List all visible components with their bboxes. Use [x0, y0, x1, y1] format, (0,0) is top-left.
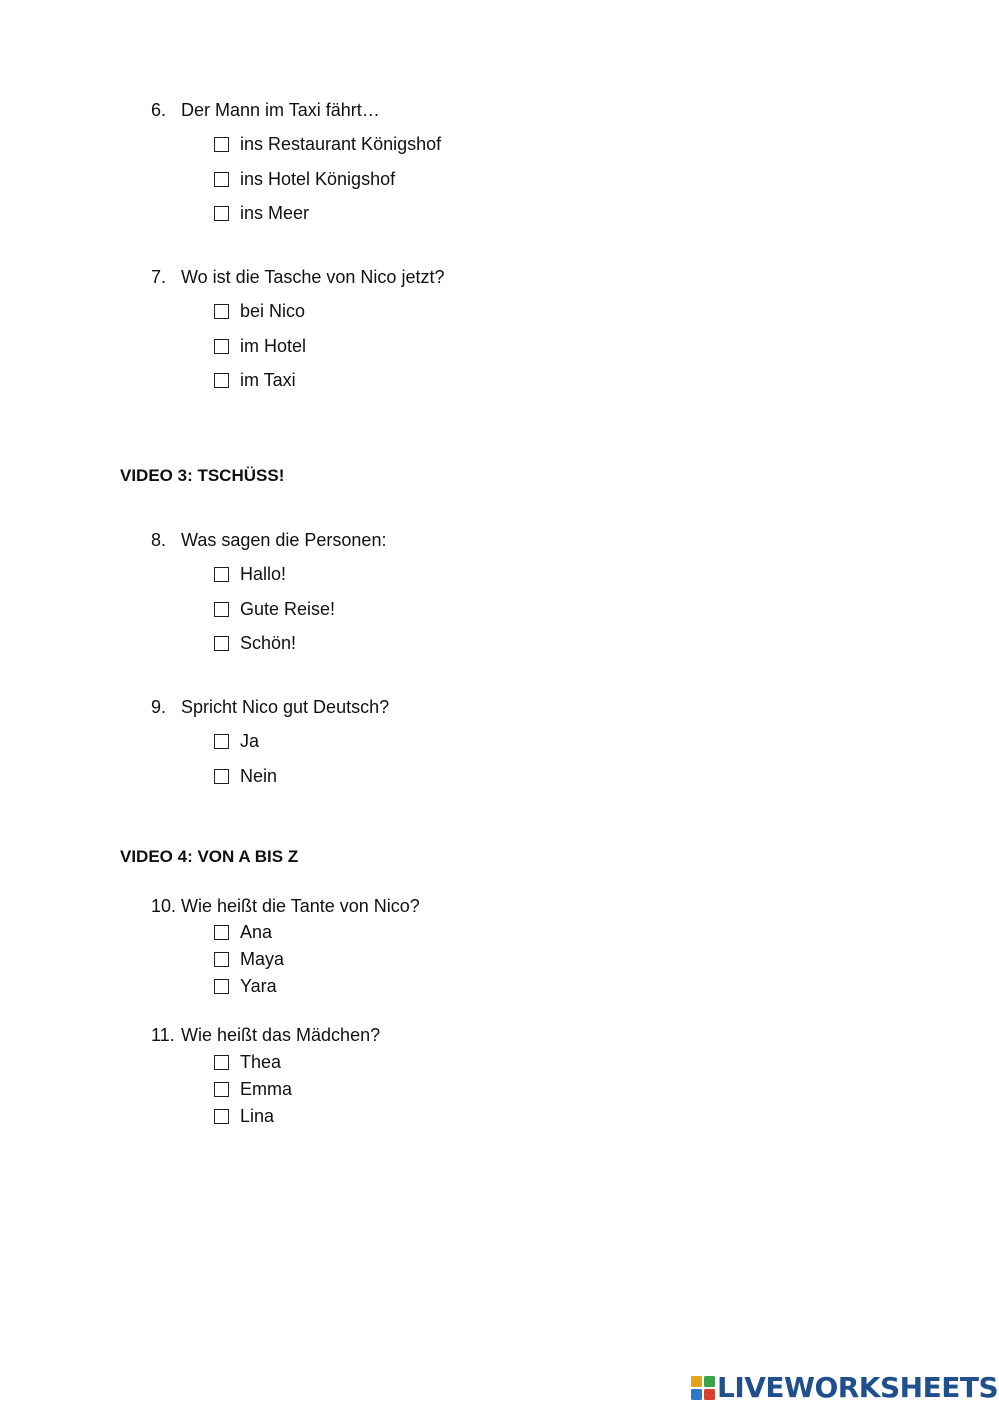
- question-9-text: Spricht Nico gut Deutsch?: [181, 697, 390, 717]
- option-label: Emma: [240, 1079, 293, 1099]
- option-label: Nein: [240, 766, 278, 786]
- question-8-text: Was sagen die Personen:: [181, 530, 387, 550]
- question-6-option-3[interactable]: [214, 202, 309, 224]
- logo-tile-1: [691, 1376, 702, 1387]
- option-label: Schön!: [240, 633, 297, 653]
- checkbox[interactable]: [214, 734, 229, 749]
- checkbox[interactable]: [214, 339, 229, 354]
- question-6-option-2[interactable]: [214, 168, 395, 190]
- question-11-option-1[interactable]: [214, 1051, 281, 1073]
- checkbox[interactable]: [214, 636, 229, 651]
- question-8-option-1[interactable]: [214, 563, 286, 585]
- question-8-number: 8.: [151, 530, 167, 550]
- question-6-option-1[interactable]: [214, 133, 441, 155]
- option-label: Yara: [240, 976, 277, 996]
- question-10-number: 10.: [151, 896, 177, 916]
- checkbox[interactable]: [214, 769, 229, 784]
- question-11-option-2[interactable]: [214, 1078, 292, 1100]
- question-10-option-2[interactable]: [214, 948, 284, 970]
- question-7-option-3[interactable]: [214, 369, 296, 391]
- logo-tile-3: [691, 1389, 702, 1400]
- option-label: Maya: [240, 949, 285, 969]
- question-10-option-1[interactable]: [214, 921, 272, 943]
- checkbox[interactable]: [214, 137, 229, 152]
- question-11-text: Wie heißt das Mädchen?: [181, 1025, 381, 1045]
- checkbox[interactable]: [214, 1082, 229, 1097]
- option-label: im Hotel: [240, 336, 307, 356]
- checkbox[interactable]: [214, 206, 229, 221]
- checkbox[interactable]: [214, 1055, 229, 1070]
- question-7-option-1[interactable]: [214, 300, 305, 322]
- option-label: Hallo!: [240, 564, 287, 584]
- brand-name: LIVEWORKSHEETS: [717, 1371, 999, 1404]
- logo-tile-2: [704, 1376, 715, 1387]
- option-label: Ja: [240, 731, 260, 751]
- option-label: ins Hotel Königshof: [240, 169, 396, 189]
- checkbox[interactable]: [214, 952, 229, 967]
- checkbox[interactable]: [214, 373, 229, 388]
- question-10-text: Wie heißt die Tante von Nico?: [181, 896, 420, 916]
- option-label: bei Nico: [240, 301, 306, 321]
- section-title-video-3: VIDEO 3: TSCHÜSS!: [120, 466, 285, 485]
- checkbox[interactable]: [214, 304, 229, 319]
- question-11-option-3[interactable]: [214, 1105, 274, 1127]
- liveworksheets-logo-icon: [691, 1376, 715, 1400]
- option-label: Gute Reise!: [240, 599, 336, 619]
- question-8-option-3[interactable]: [214, 632, 296, 654]
- question-9-option-2[interactable]: [214, 765, 277, 787]
- question-7-option-2[interactable]: [214, 335, 306, 357]
- question-6-text: Der Mann im Taxi fährt…: [181, 100, 380, 120]
- question-11-number: 11.: [151, 1025, 175, 1045]
- question-8-option-2[interactable]: [214, 598, 335, 620]
- checkbox[interactable]: [214, 1109, 229, 1124]
- question-6-number: 6.: [151, 100, 167, 120]
- option-label: im Taxi: [240, 370, 296, 390]
- question-7-number: 7.: [151, 267, 167, 287]
- logo-tile-4: [704, 1389, 715, 1400]
- option-label: ins Meer: [240, 203, 310, 223]
- checkbox[interactable]: [214, 602, 229, 617]
- option-label: Ana: [240, 922, 273, 942]
- checkbox[interactable]: [214, 925, 229, 940]
- option-label: Thea: [240, 1052, 282, 1072]
- section-title-video-4: VIDEO 4: VON A BIS Z: [120, 847, 299, 866]
- option-label: Lina: [240, 1106, 275, 1126]
- checkbox[interactable]: [214, 172, 229, 187]
- liveworksheets-brand: [691, 1372, 998, 1404]
- question-7-text: Wo ist die Tasche von Nico jetzt?: [181, 267, 445, 287]
- question-9-number: 9.: [151, 697, 167, 717]
- question-10-option-3[interactable]: [214, 975, 277, 997]
- question-9-option-1[interactable]: [214, 730, 259, 752]
- checkbox[interactable]: [214, 979, 229, 994]
- option-label: ins Restaurant Königshof: [240, 134, 442, 154]
- checkbox[interactable]: [214, 567, 229, 582]
